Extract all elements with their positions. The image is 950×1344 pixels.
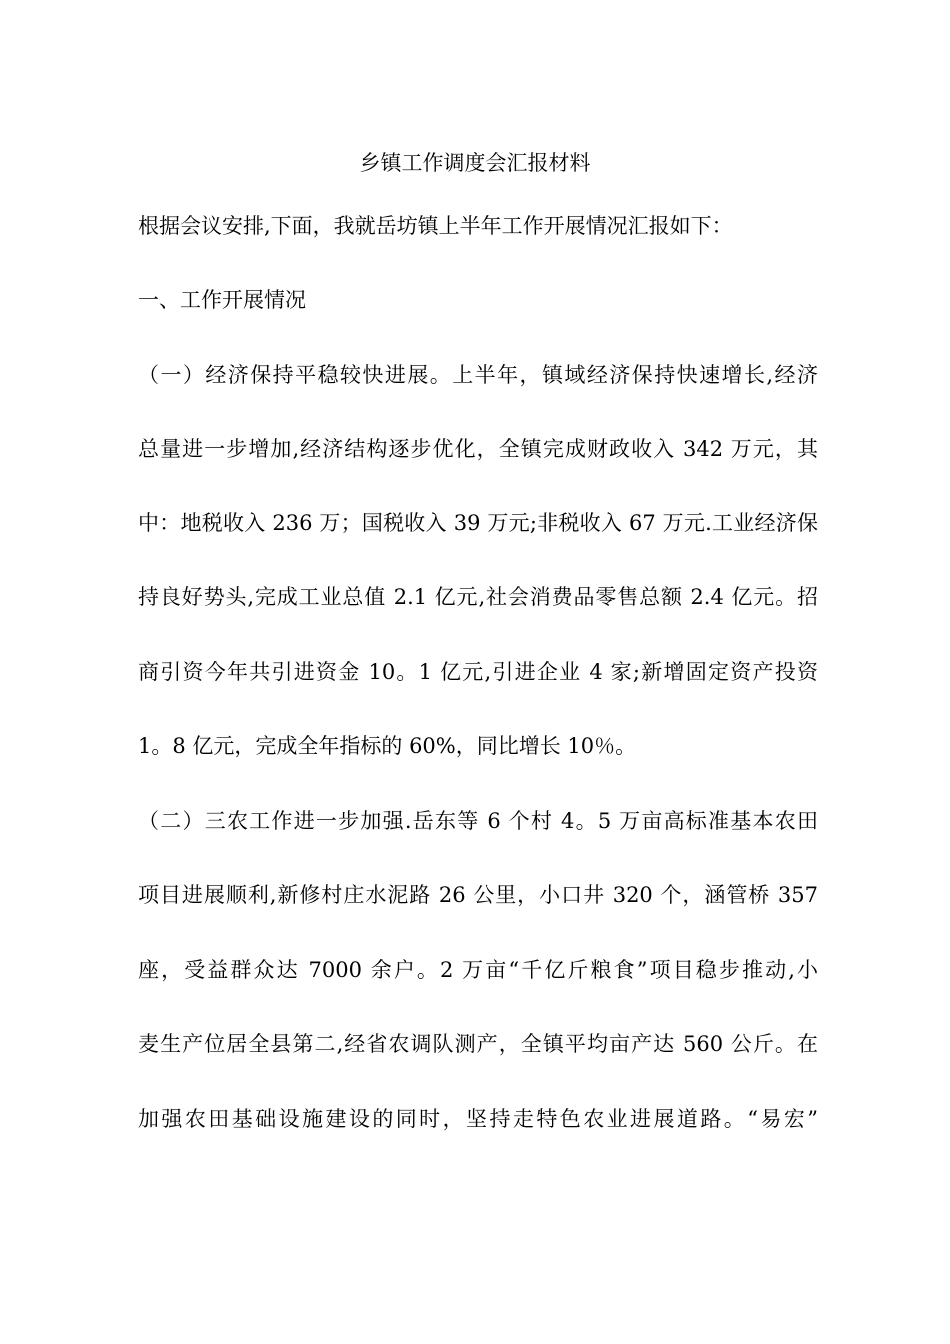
paragraph-line: 加强农田基础设施建设的同时，坚持走特色农业进展道路。“易宏”	[138, 1107, 818, 1131]
paragraph-line: （二）三农工作进一步加强.岳东等 6 个村 4。5 万亩高标准基本农田	[138, 809, 818, 833]
paragraph-line: 中：地税收入 236 万；国税收入 39 万元;非税收入 67 万元.工业经济保	[138, 511, 818, 535]
paragraph-line: 商引资今年共引进资金 10。1 亿元,引进企业 4 家;新增固定资产投资	[138, 660, 818, 684]
paragraph-line: 座，受益群众达 7000 余户。2 万亩“千亿斤粮食”项目稳步推动,小	[138, 958, 818, 982]
paragraph-line: 项目进展顺利,新修村庄水泥路 26 公里，小口井 320 个，涵管桥 357	[138, 883, 818, 907]
paragraph-line: （一）经济保持平稳较快进展。上半年，镇域经济保持快速增长,经济	[138, 363, 818, 387]
paragraph-line: 持良好势头,完成工业总值 2.1 亿元,社会消费品零售总额 2.4 亿元。招	[138, 585, 818, 609]
paragraph-line: 总量进一步增加,经济结构逐步优化，全镇完成财政收入 342 万元，其	[138, 437, 818, 461]
section-heading: 一、工作开展情况	[138, 288, 306, 312]
document-title: 乡镇工作调度会汇报材料	[359, 151, 591, 175]
intro-paragraph: 根据会议安排,下面，我就岳坊镇上半年工作开展情况汇报如下：	[138, 214, 733, 238]
paragraph-line: 1。8 亿元，完成全年指标的 60%，同比增长 10％。	[138, 734, 637, 758]
paragraph-line: 麦生产位居全县第二,经省农调队测产，全镇平均亩产达 560 公斤。在	[138, 1032, 818, 1056]
